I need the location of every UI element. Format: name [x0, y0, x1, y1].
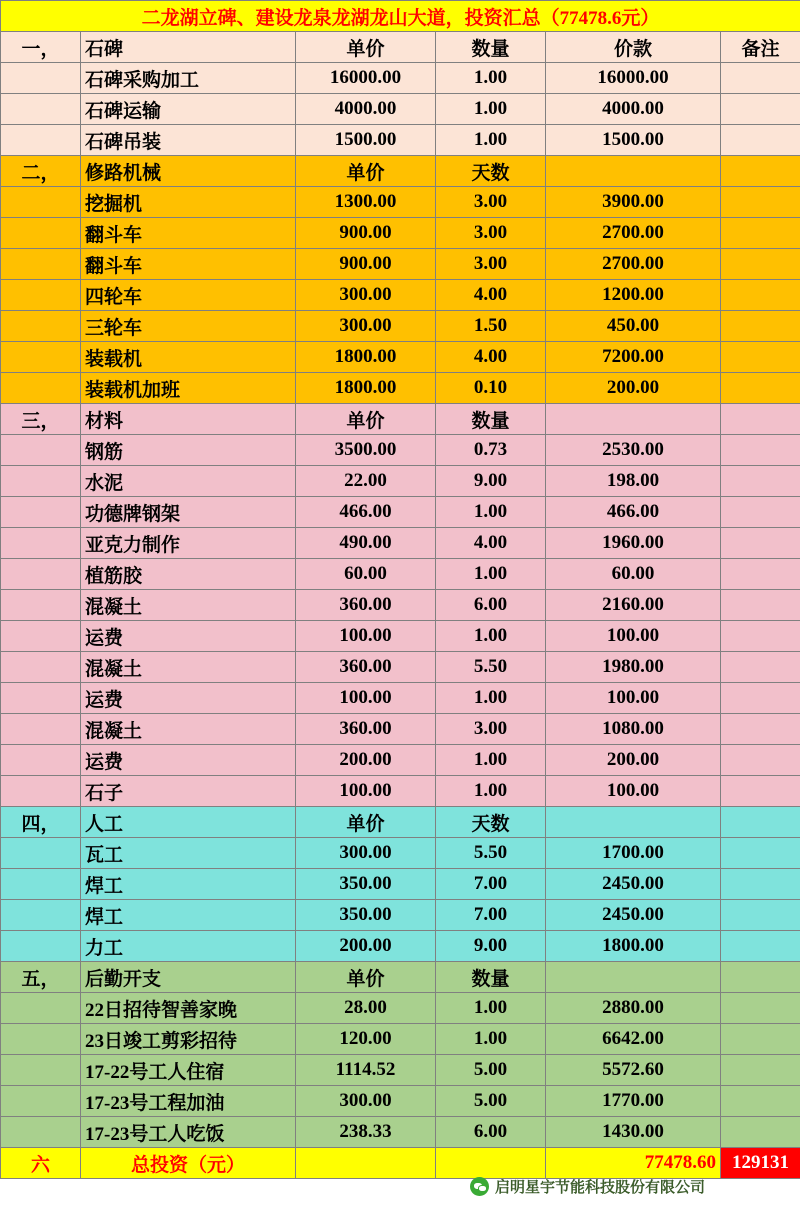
row-item-name: 混凝土 [81, 714, 296, 745]
row-unit-price: 300.00 [296, 280, 436, 311]
section-qty-header: 天数 [436, 156, 546, 187]
wechat-watermark [470, 1176, 705, 1197]
row-note [721, 838, 800, 869]
row-unit-price: 100.00 [296, 776, 436, 807]
row-item-name: 混凝土 [81, 652, 296, 683]
table-row [1, 435, 800, 466]
row-index-cell [1, 218, 81, 249]
table-row [1, 1086, 800, 1117]
row-index-cell [1, 187, 81, 218]
section-qty-header: 数量 [436, 32, 546, 63]
row-unit-price: 350.00 [296, 900, 436, 931]
row-quantity: 5.00 [436, 1055, 546, 1086]
row-index-cell [1, 497, 81, 528]
row-item-name: 水泥 [81, 466, 296, 497]
row-note [721, 466, 800, 497]
section-amount-header: 价款 [546, 32, 721, 63]
row-item-name: 装载机加班 [81, 373, 296, 404]
row-amount: 100.00 [546, 621, 721, 652]
row-item-name: 运费 [81, 621, 296, 652]
row-index-cell [1, 435, 81, 466]
row-unit-price: 350.00 [296, 869, 436, 900]
row-item-name: 植筋胶 [81, 559, 296, 590]
row-index-cell [1, 94, 81, 125]
section-index: 五， [1, 962, 81, 993]
row-quantity: 0.73 [436, 435, 546, 466]
table-row [1, 559, 800, 590]
section-amount-header [546, 404, 721, 435]
row-note [721, 652, 800, 683]
row-quantity: 7.00 [436, 900, 546, 931]
row-index-cell [1, 1024, 81, 1055]
row-note [721, 590, 800, 621]
row-unit-price: 1300.00 [296, 187, 436, 218]
row-index-cell [1, 900, 81, 931]
section-unit-header: 单价 [296, 32, 436, 63]
row-quantity: 1.00 [436, 559, 546, 590]
row-note [721, 745, 800, 776]
section-unit-header: 单价 [296, 404, 436, 435]
row-unit-price: 28.00 [296, 993, 436, 1024]
row-index-cell [1, 249, 81, 280]
total-unit [296, 1148, 436, 1179]
row-note [721, 993, 800, 1024]
total-index: 六 [1, 1148, 81, 1179]
row-index-cell [1, 931, 81, 962]
row-amount: 466.00 [546, 497, 721, 528]
row-index-cell [1, 63, 81, 94]
row-unit-price: 900.00 [296, 249, 436, 280]
row-quantity: 1.00 [436, 993, 546, 1024]
row-quantity: 6.00 [436, 1117, 546, 1148]
row-index-cell [1, 280, 81, 311]
row-note [721, 1055, 800, 1086]
table-row [1, 497, 800, 528]
row-note [721, 249, 800, 280]
row-index-cell [1, 683, 81, 714]
total-extra-value: 129131 [721, 1148, 800, 1179]
table-row [1, 931, 800, 962]
row-amount: 450.00 [546, 311, 721, 342]
section-header-row [1, 807, 800, 838]
row-note [721, 528, 800, 559]
section-amount-header [546, 962, 721, 993]
row-unit-price: 4000.00 [296, 94, 436, 125]
row-amount: 16000.00 [546, 63, 721, 94]
row-amount: 60.00 [546, 559, 721, 590]
row-index-cell [1, 559, 81, 590]
row-amount: 1800.00 [546, 931, 721, 962]
section-header-row [1, 404, 800, 435]
row-note [721, 94, 800, 125]
row-amount: 2530.00 [546, 435, 721, 466]
row-quantity: 4.00 [436, 528, 546, 559]
row-item-name: 石碑采购加工 [81, 63, 296, 94]
row-note [721, 1117, 800, 1148]
row-quantity: 0.10 [436, 373, 546, 404]
row-index-cell [1, 869, 81, 900]
row-unit-price: 22.00 [296, 466, 436, 497]
row-index-cell [1, 342, 81, 373]
row-amount: 1500.00 [546, 125, 721, 156]
row-amount: 2700.00 [546, 218, 721, 249]
row-unit-price: 300.00 [296, 311, 436, 342]
table-row [1, 280, 800, 311]
row-quantity: 4.00 [436, 342, 546, 373]
row-item-name: 17-23号工程加油 [81, 1086, 296, 1117]
row-quantity: 1.50 [436, 311, 546, 342]
row-item-name: 22日招待智善家晚 [81, 993, 296, 1024]
table-row [1, 900, 800, 931]
total-qty [436, 1148, 546, 1179]
row-unit-price: 1800.00 [296, 342, 436, 373]
row-amount: 2880.00 [546, 993, 721, 1024]
row-unit-price: 3500.00 [296, 435, 436, 466]
row-quantity: 9.00 [436, 931, 546, 962]
table-row [1, 652, 800, 683]
row-index-cell [1, 1117, 81, 1148]
row-index-cell [1, 745, 81, 776]
section-qty-header: 天数 [436, 807, 546, 838]
row-amount: 100.00 [546, 776, 721, 807]
row-unit-price: 1500.00 [296, 125, 436, 156]
row-note [721, 187, 800, 218]
page-title: 二龙湖立碑、建设龙泉龙湖龙山大道，投资汇总（77478.6元） [1, 1, 800, 32]
row-quantity: 7.00 [436, 869, 546, 900]
row-amount: 200.00 [546, 373, 721, 404]
row-amount: 7200.00 [546, 342, 721, 373]
row-unit-price: 200.00 [296, 931, 436, 962]
row-amount: 198.00 [546, 466, 721, 497]
table-row [1, 187, 800, 218]
row-quantity: 5.50 [436, 652, 546, 683]
row-unit-price: 16000.00 [296, 63, 436, 94]
row-index-cell [1, 652, 81, 683]
section-name: 人工 [81, 807, 296, 838]
row-unit-price: 1114.52 [296, 1055, 436, 1086]
row-unit-price: 466.00 [296, 497, 436, 528]
section-qty-header: 数量 [436, 404, 546, 435]
row-note [721, 497, 800, 528]
row-amount: 4000.00 [546, 94, 721, 125]
row-index-cell [1, 776, 81, 807]
row-index-cell [1, 466, 81, 497]
row-quantity: 6.00 [436, 590, 546, 621]
table-row [1, 621, 800, 652]
section-header-row [1, 962, 800, 993]
row-quantity: 5.50 [436, 838, 546, 869]
row-item-name: 运费 [81, 745, 296, 776]
row-quantity: 3.00 [436, 714, 546, 745]
table-row [1, 311, 800, 342]
row-item-name: 瓦工 [81, 838, 296, 869]
table-row [1, 249, 800, 280]
row-item-name: 翻斗车 [81, 249, 296, 280]
row-item-name: 功德牌钢架 [81, 497, 296, 528]
row-quantity: 5.00 [436, 1086, 546, 1117]
table-row [1, 776, 800, 807]
section-header-row [1, 156, 800, 187]
row-unit-price: 238.33 [296, 1117, 436, 1148]
row-item-name: 石碑吊装 [81, 125, 296, 156]
row-quantity: 1.00 [436, 125, 546, 156]
row-quantity: 1.00 [436, 63, 546, 94]
row-unit-price: 360.00 [296, 590, 436, 621]
table-row [1, 1117, 800, 1148]
section-unit-header: 单价 [296, 962, 436, 993]
row-amount: 2700.00 [546, 249, 721, 280]
row-amount: 3900.00 [546, 187, 721, 218]
row-item-name: 钢筋 [81, 435, 296, 466]
row-item-name: 17-23号工人吃饭 [81, 1117, 296, 1148]
table-row [1, 466, 800, 497]
table-row [1, 125, 800, 156]
section-qty-header: 数量 [436, 962, 546, 993]
row-note [721, 373, 800, 404]
row-quantity: 1.00 [436, 745, 546, 776]
row-amount: 1980.00 [546, 652, 721, 683]
row-note [721, 218, 800, 249]
row-amount: 1960.00 [546, 528, 721, 559]
row-amount: 100.00 [546, 683, 721, 714]
section-name: 石碑 [81, 32, 296, 63]
row-unit-price: 60.00 [296, 559, 436, 590]
row-unit-price: 360.00 [296, 714, 436, 745]
section-amount-header [546, 807, 721, 838]
table-row [1, 528, 800, 559]
row-unit-price: 300.00 [296, 1086, 436, 1117]
row-index-cell [1, 373, 81, 404]
row-note [721, 900, 800, 931]
row-index-cell [1, 1055, 81, 1086]
row-amount: 2450.00 [546, 869, 721, 900]
row-index-cell [1, 590, 81, 621]
row-note [721, 435, 800, 466]
row-note [721, 63, 800, 94]
row-note [721, 311, 800, 342]
row-note [721, 342, 800, 373]
section-amount-header [546, 156, 721, 187]
row-note [721, 621, 800, 652]
row-note [721, 869, 800, 900]
row-amount: 1770.00 [546, 1086, 721, 1117]
row-unit-price: 900.00 [296, 218, 436, 249]
row-amount: 5572.60 [546, 1055, 721, 1086]
row-unit-price: 200.00 [296, 745, 436, 776]
wechat-account-name: 启明星宇节能科技股份有限公司 [495, 1179, 706, 1196]
row-note [721, 1086, 800, 1117]
table-row [1, 373, 800, 404]
section-note-header [721, 962, 800, 993]
table-row [1, 683, 800, 714]
row-quantity: 1.00 [436, 94, 546, 125]
row-item-name: 亚克力制作 [81, 528, 296, 559]
section-note-header [721, 807, 800, 838]
table-row [1, 1024, 800, 1055]
section-note-header: 备注 [721, 32, 800, 63]
table-row [1, 838, 800, 869]
row-quantity: 4.00 [436, 280, 546, 311]
row-unit-price: 490.00 [296, 528, 436, 559]
table-row [1, 218, 800, 249]
section-unit-header: 单价 [296, 807, 436, 838]
total-label: 总投资（元） [81, 1148, 296, 1179]
row-note [721, 931, 800, 962]
section-index: 一， [1, 32, 81, 63]
section-name: 后勤开支 [81, 962, 296, 993]
row-amount: 1700.00 [546, 838, 721, 869]
row-quantity: 9.00 [436, 466, 546, 497]
section-note-header [721, 156, 800, 187]
row-amount: 200.00 [546, 745, 721, 776]
row-index-cell [1, 528, 81, 559]
row-quantity: 3.00 [436, 187, 546, 218]
section-index: 四， [1, 807, 81, 838]
section-unit-header: 单价 [296, 156, 436, 187]
row-index-cell [1, 993, 81, 1024]
wechat-icon [470, 1177, 489, 1196]
total-amount: 77478.60 [546, 1148, 721, 1179]
row-amount: 1080.00 [546, 714, 721, 745]
section-index: 二， [1, 156, 81, 187]
table-row [1, 714, 800, 745]
row-note [721, 1024, 800, 1055]
row-note [721, 280, 800, 311]
row-item-name: 四轮车 [81, 280, 296, 311]
row-quantity: 1.00 [436, 497, 546, 528]
row-item-name: 装载机 [81, 342, 296, 373]
row-quantity: 1.00 [436, 776, 546, 807]
row-item-name: 17-22号工人住宿 [81, 1055, 296, 1086]
row-amount: 2450.00 [546, 900, 721, 931]
row-amount: 1430.00 [546, 1117, 721, 1148]
row-quantity: 1.00 [436, 621, 546, 652]
row-index-cell [1, 125, 81, 156]
row-note [721, 125, 800, 156]
row-amount: 1200.00 [546, 280, 721, 311]
section-header-row [1, 32, 800, 63]
table-row [1, 63, 800, 94]
row-item-name: 石子 [81, 776, 296, 807]
row-note [721, 776, 800, 807]
row-item-name: 三轮车 [81, 311, 296, 342]
row-item-name: 力工 [81, 931, 296, 962]
row-quantity: 1.00 [436, 1024, 546, 1055]
row-index-cell [1, 311, 81, 342]
row-quantity: 3.00 [436, 249, 546, 280]
table-row [1, 993, 800, 1024]
table-title-row [1, 1, 800, 32]
section-name: 修路机械 [81, 156, 296, 187]
row-index-cell [1, 1086, 81, 1117]
row-item-name: 挖掘机 [81, 187, 296, 218]
section-name: 材料 [81, 404, 296, 435]
row-note [721, 714, 800, 745]
total-row [1, 1148, 800, 1179]
table-row [1, 94, 800, 125]
table-row [1, 590, 800, 621]
row-item-name: 23日竣工剪彩招待 [81, 1024, 296, 1055]
row-item-name: 翻斗车 [81, 218, 296, 249]
row-index-cell [1, 838, 81, 869]
section-note-header [721, 404, 800, 435]
row-unit-price: 100.00 [296, 621, 436, 652]
row-item-name: 石碑运输 [81, 94, 296, 125]
row-item-name: 运费 [81, 683, 296, 714]
table-row [1, 869, 800, 900]
row-item-name: 焊工 [81, 900, 296, 931]
row-amount: 6642.00 [546, 1024, 721, 1055]
row-index-cell [1, 714, 81, 745]
table-row [1, 1055, 800, 1086]
row-note [721, 683, 800, 714]
row-note [721, 559, 800, 590]
row-unit-price: 100.00 [296, 683, 436, 714]
row-amount: 2160.00 [546, 590, 721, 621]
row-unit-price: 120.00 [296, 1024, 436, 1055]
table-row [1, 745, 800, 776]
row-item-name: 焊工 [81, 869, 296, 900]
row-unit-price: 360.00 [296, 652, 436, 683]
row-unit-price: 1800.00 [296, 373, 436, 404]
row-item-name: 混凝土 [81, 590, 296, 621]
row-index-cell [1, 621, 81, 652]
row-unit-price: 300.00 [296, 838, 436, 869]
section-index: 三， [1, 404, 81, 435]
row-quantity: 1.00 [436, 683, 546, 714]
table-row [1, 342, 800, 373]
row-quantity: 3.00 [436, 218, 546, 249]
